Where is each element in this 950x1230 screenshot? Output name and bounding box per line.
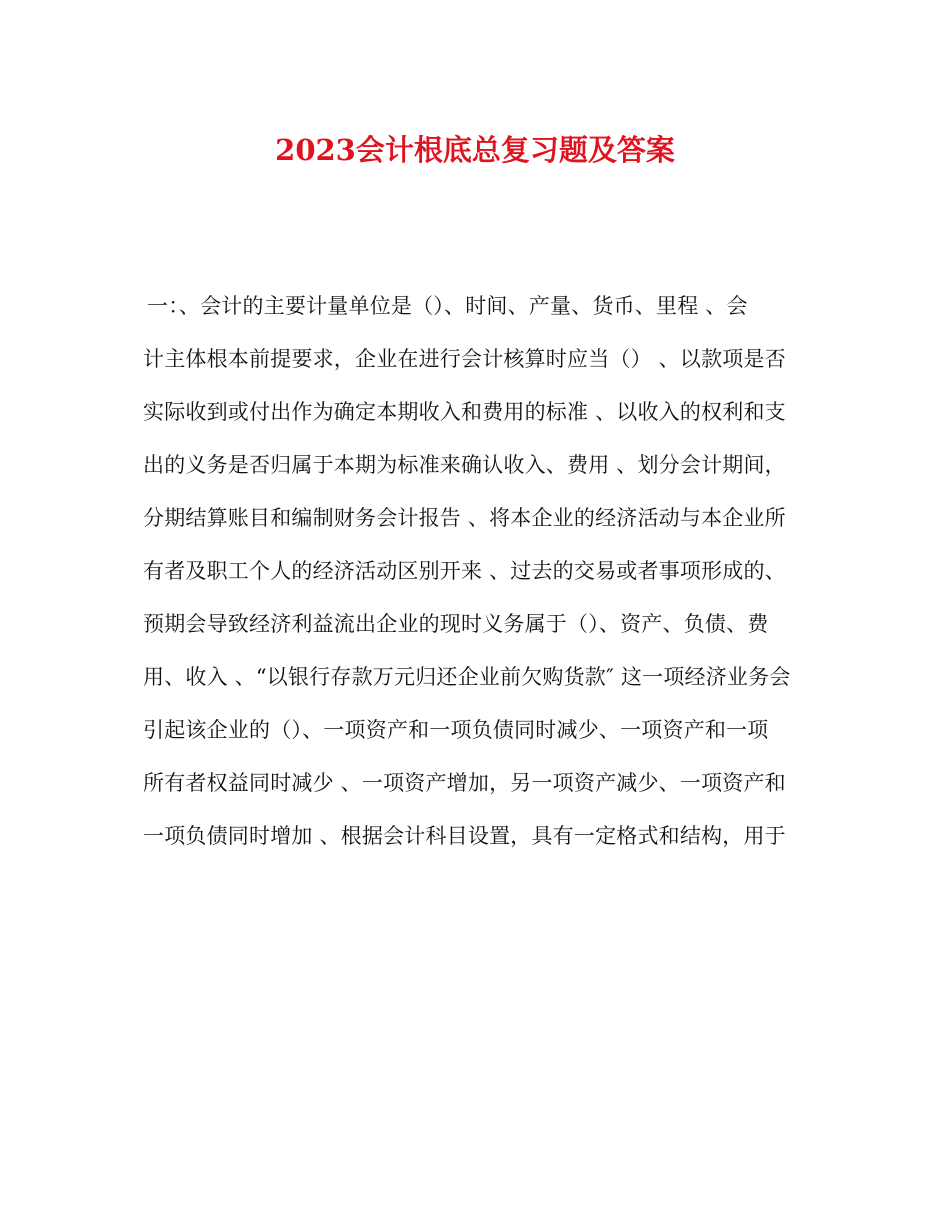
- body-line: 所有者权益同时减少 、一项资产增加，另一项资产减少、一项资产和: [143, 771, 786, 795]
- body-line: 计主体根本前提要求，企业在进行会计核算时应当（） 、以款项是否: [143, 347, 786, 371]
- body-line: 分期结算账目和编制财务会计报告 、将本企业的经济活动与本企业所: [143, 506, 786, 530]
- document-title: 2023会计根底总复习题及答案: [275, 133, 675, 167]
- body-line: 用、收入 、“以银行存款万元归还企业前欠购货款″ 这一项经济业务会: [143, 665, 791, 689]
- body-line: 一项负债同时增加 、根据会计科目设置，具有一定格式和结构，用于: [143, 824, 786, 848]
- document-body: [143, 288, 823, 871]
- body-line: 引起该企业的（）、一项资产和一项负债同时减少、一项资产和一项: [143, 718, 769, 742]
- body-line: 预期会导致经济利益流出企业的现时义务属于（）、资产、负债、费: [143, 612, 769, 636]
- body-line: 实际收到或付出作为确定本期收入和费用的标准 、以收入的权利和支: [143, 400, 786, 424]
- body-line: 出的义务是否归属于本期为标准来确认收入、费用 、划分会计期间，: [143, 453, 786, 477]
- body-line: 一：、会计的主要计量单位是（）、时间、产量、货币、里程 、会: [147, 294, 748, 318]
- body-line: 有者及职工个人的经济活动区别开来 、过去的交易或者事项形成的、: [143, 559, 786, 583]
